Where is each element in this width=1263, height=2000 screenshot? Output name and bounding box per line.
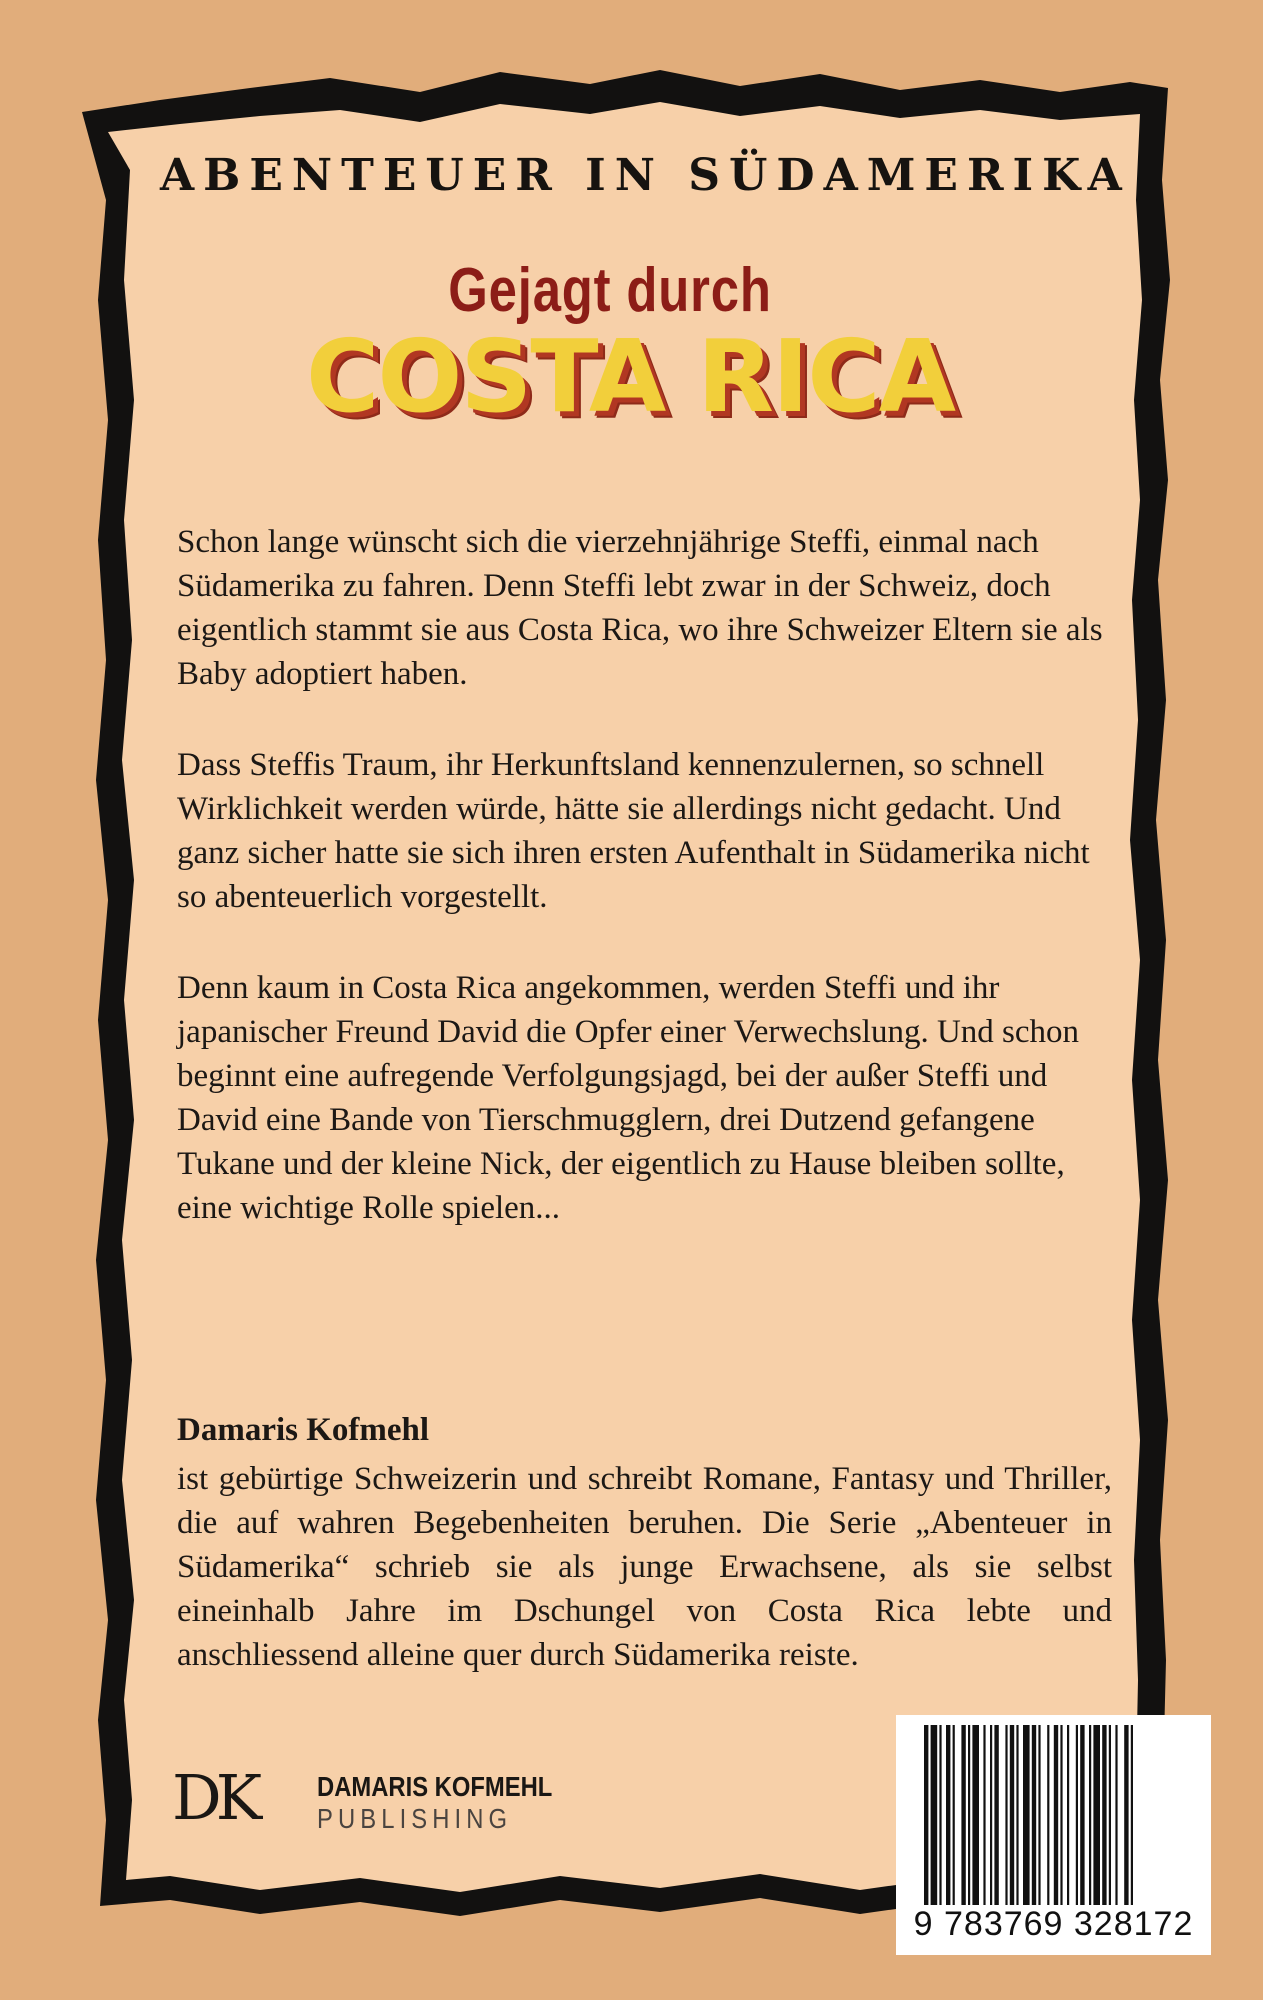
- blurb-paragraph-3: Denn kaum in Costa Rica angekommen, werden Steffi und ihr japanischer Freund David die Opfer einer Verwechslung. Und schon beginnt eine aufregende Verfolgungsjagd, bei der außer Steffi und David eine Bande von Tierschmugglern, drei Dutzend gefangene Tukane und der kleine Nick, der eigentlich zu Hause bleiben sollte, eine wichtige Rolle spielen...: [177, 970, 1080, 1226]
- barcode-bars: [924, 1725, 1184, 1905]
- isbn-barcode: [896, 1715, 1211, 1955]
- book-subtitle: Gejagt durch: [448, 256, 772, 325]
- publisher-name: DAMARIS KOFMEHL: [317, 1771, 553, 1802]
- isbn-number: 9 783769 328172: [913, 1905, 1194, 1943]
- author-bio: ist gebürtige Schweizerin und schreibt Romane, Fantasy und Thriller, die auf wahren Begebenheiten beruhen. Die Serie „Abenteuer in Südamerika“ schrieb sie als junge Erwachsene, als sie selbst eineinhalb Jahre im Dschungel von Costa Rica lebte und anschliessend alleine quer durch Südamerika reiste.: [177, 1461, 1112, 1673]
- publisher-sub: PUBLISHING: [317, 1803, 513, 1834]
- publisher-mark: DK: [172, 1761, 257, 1834]
- blurb-paragraph-2: Dass Steffis Traum, ihr Herkunftsland kennenzulernen, so schnell Wirklichkeit werden würde, hätte sie allerdings nicht gedacht. Und ganz sicher hatte sie sich ihren ersten Aufenthalt in Südamerika nicht so abenteuerlich vorgestellt.: [177, 747, 1090, 915]
- author-name: Damaris Kofmehl: [177, 1412, 430, 1448]
- blurb-paragraph-1: Schon lange wünscht sich die vierzehnjährige Steffi, einmal nach Südamerika zu fahren. Denn Steffi lebt zwar in der Schweiz, doch eigentlich stammt sie aus Costa Rica, wo ihre Schweizer Eltern sie als Baby adoptiert haben.: [177, 524, 1103, 692]
- series-title: ABENTEUER IN SÜDAMERIKA: [160, 150, 1131, 201]
- book-title: COSTA RICA: [305, 318, 955, 435]
